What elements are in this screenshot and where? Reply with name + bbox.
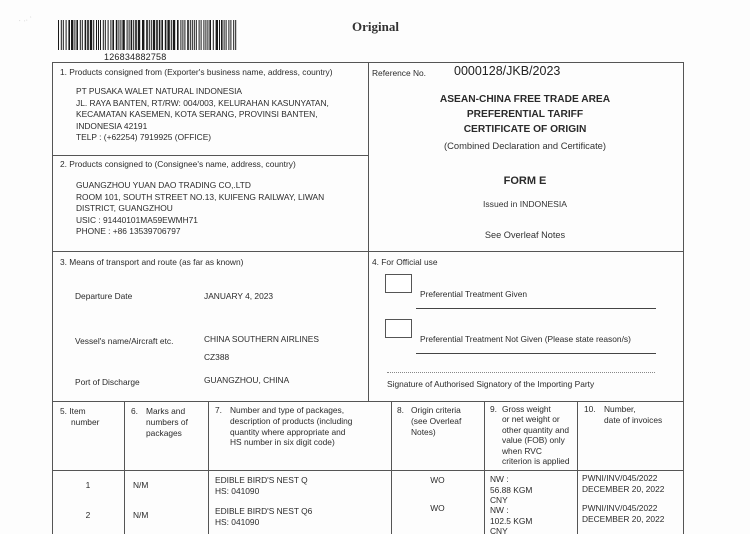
invoice-number: PWNI/INV/045/2022: [582, 473, 658, 483]
barcode-number: 126834882758: [104, 52, 167, 62]
barcode-bar: [118, 20, 119, 50]
barcode-bar: [71, 20, 73, 50]
header-line: Notes): [411, 427, 436, 437]
header-line: quantity where appropriate and: [230, 426, 346, 437]
port-of-discharge-label: Port of Discharge: [75, 377, 140, 387]
barcode-bar: [213, 20, 214, 50]
reference-number: 0000128/JKB/2023: [454, 64, 561, 78]
exporter-box-label: 1. Products consigned from (Exporter's business name, address, country): [60, 67, 333, 77]
barcode-bar: [167, 20, 169, 50]
barcode-bar: [156, 20, 158, 50]
barcode-bar: [177, 20, 179, 50]
product-description: EDIBLE BIRD'S NEST Q: [215, 475, 308, 485]
barcode-bar: [187, 20, 189, 50]
col-weight-header: [490, 404, 570, 466]
treatment-not-given-line: [416, 353, 656, 354]
barcode-bar: [58, 20, 59, 50]
net-weight: 56.88 KGM: [490, 484, 533, 495]
header-line: packages: [146, 428, 182, 438]
barcode-bar: [196, 20, 197, 50]
barcode-bar: [142, 20, 144, 50]
barcode-bar: [68, 20, 70, 50]
hs-code: HS: 041090: [215, 517, 260, 527]
reference-label: Reference No.: [372, 68, 426, 78]
issued-in: Issued in INDONESIA: [482, 199, 568, 209]
header-line: Number and type of packages,: [230, 405, 345, 415]
col-item-number-header: [60, 406, 99, 428]
header-line: Gross weight: [502, 404, 551, 414]
currency: CNY: [490, 495, 508, 505]
header-line: number: [71, 417, 100, 427]
barcode-bar: [96, 20, 97, 50]
origin-criteria: WO: [430, 503, 445, 513]
marks: N/M: [133, 510, 149, 520]
barcode-bar: [199, 20, 200, 50]
barcode-bar: [61, 20, 62, 50]
barcode-bar: [207, 20, 208, 50]
header-line: criterion is applied: [502, 456, 570, 467]
barcode-bar: [122, 20, 124, 50]
departure-date-label: Departure Date: [75, 291, 133, 301]
barcode-bar: [224, 20, 225, 50]
header-line: description of products (including: [230, 415, 353, 426]
barcode-bar: [221, 20, 223, 50]
barcode-bar: [216, 20, 218, 50]
col-marks-header: [131, 406, 188, 439]
header-line: Number,: [604, 404, 636, 414]
barcode-bar: [226, 20, 227, 50]
certificate-title-line: PREFERENTIAL TARIFF: [466, 109, 584, 120]
barcode-bar: [116, 20, 118, 50]
signature-label: Signature of Authorised Signatory of the Importing Party: [387, 379, 595, 389]
barcode-bar: [100, 20, 101, 50]
barcode-bar: [120, 20, 121, 50]
item-number: 1: [85, 480, 91, 490]
barcode-bar: [80, 20, 81, 50]
header-line: (see Overleaf: [411, 416, 462, 426]
barcode-bar: [161, 20, 163, 50]
treatment-given-label: Preferential Treatment Given: [420, 289, 528, 299]
col-description-header: [215, 405, 352, 448]
barcode-bar: [131, 20, 133, 50]
header-line: value (FOB) only: [502, 435, 565, 446]
barcode-bar: [103, 20, 104, 50]
barcode-bar: [110, 20, 111, 50]
barcode-bar: [108, 20, 109, 50]
certificate-title-line: ASEAN-CHINA FREE TRADE AREA: [439, 94, 611, 105]
barcode-bar: [149, 20, 150, 50]
header-line: other quantity and: [502, 424, 570, 435]
form-name: FORM E: [503, 175, 547, 187]
col-number: 9.: [490, 404, 497, 414]
consignee-address-line: DISTRICT, GUANGZHOU: [76, 203, 173, 213]
transport-box-label: 3. Means of transport and route (as far as known): [60, 257, 244, 267]
vessel-name: CHINA SOUTHERN AIRLINES: [204, 334, 319, 344]
barcode-bar: [153, 20, 155, 50]
certificate-subtitle: (Combined Declaration and Certificate): [443, 140, 607, 151]
header-line: Item: [69, 406, 86, 416]
barcode-bar: [209, 20, 211, 50]
barcode-bar: [203, 20, 204, 50]
exporter-name: PT PUSAKA WALET NATURAL INDONESIA: [76, 86, 242, 96]
barcode-bar: [205, 20, 206, 50]
barcode-bar: [87, 20, 89, 50]
barcode-bar: [235, 20, 236, 50]
barcode-bar: [138, 20, 140, 50]
barcode-bar: [194, 20, 195, 50]
header-line: or net weight or: [502, 414, 560, 425]
barcode: [58, 20, 238, 50]
barcode-bar: [127, 20, 128, 50]
departure-date: JANUARY 4, 2023: [204, 291, 274, 301]
col-number: 5.: [60, 406, 67, 416]
invoice-date: DECEMBER 20, 2022: [582, 484, 665, 494]
barcode-bar: [201, 20, 202, 50]
exporter-phone: TELP : (+62254) 7919925 (OFFICE): [76, 132, 212, 142]
item-number: 2: [85, 510, 91, 520]
consignee-box-label: 2. Products consigned to (Consignee's name, address, country): [60, 159, 296, 169]
treatment-not-given-checkbox[interactable]: [385, 319, 412, 338]
barcode-bar: [233, 20, 234, 50]
product-description: EDIBLE BIRD'S NEST Q6: [215, 506, 313, 516]
vessel-label: Vessel's name/Aircraft etc.: [75, 336, 174, 346]
barcode-bar: [182, 20, 183, 50]
barcode-bar: [146, 20, 148, 50]
barcode-bar: [228, 20, 229, 50]
consignee-name: GUANGZHOU YUAN DAO TRADING CO,.LTD: [76, 180, 251, 190]
header-line: date of invoices: [604, 414, 663, 425]
consignee-usic: USIC : 91440101MA59EWMH71: [76, 214, 198, 225]
exporter-address-line: INDONESIA 42191: [76, 120, 148, 131]
barcode-bar: [165, 20, 167, 50]
header-line: numbers of: [146, 417, 188, 427]
invoice-date: DECEMBER 20, 2022: [582, 514, 665, 524]
vessel-flight: CZ388: [204, 352, 230, 362]
official-use-label: 4. For Official use: [372, 257, 438, 267]
col-number: 6.: [131, 406, 138, 416]
treatment-given-checkbox[interactable]: [385, 274, 412, 293]
hs-code: HS: 041090: [215, 486, 260, 496]
barcode-bar: [133, 20, 134, 50]
invoice-number: PWNI/INV/045/2022: [582, 503, 658, 513]
barcode-bar: [135, 20, 137, 50]
barcode-bar: [112, 20, 114, 50]
header-line: HS number in six digit code): [230, 437, 335, 448]
barcode-bar: [82, 20, 83, 50]
origin-criteria: WO: [430, 475, 445, 485]
barcode-bar: [85, 20, 87, 50]
barcode-bar: [63, 20, 64, 50]
net-weight: 102.5 KGM: [490, 515, 533, 526]
document-label: Original: [352, 19, 399, 34]
col-origin-criteria-header: [397, 405, 461, 438]
col-invoice-header: [584, 404, 662, 426]
col-number: 8.: [397, 405, 404, 415]
exporter-address-line: KECAMATAN KASEMEN, KOTA SERANG, PROVINSI BANTEN,: [76, 109, 318, 119]
barcode-bar: [151, 20, 152, 50]
barcode-bar: [159, 20, 161, 50]
marks: N/M: [133, 480, 149, 490]
barcode-bar: [180, 20, 181, 50]
treatment-not-given-label: Preferential Treatment Not Given (Please state reason/s): [420, 334, 631, 344]
barcode-bar: [90, 20, 92, 50]
barcode-bar: [129, 20, 130, 50]
certificate-title-line: CERTIFICATE OF ORIGIN: [463, 124, 587, 135]
currency: CNY: [490, 526, 508, 534]
barcode-bar: [74, 20, 75, 50]
weight-label: NW :: [490, 474, 509, 484]
signature-line: [387, 372, 655, 373]
see-overleaf-notes: See Overleaf Notes: [484, 230, 566, 240]
weight-label: NW :: [490, 505, 509, 515]
consignee-address-line: ROOM 101, SOUTH STREET NO.13, KUIFENG RAILWAY, LIWAN: [76, 191, 325, 202]
header-line: Marks and: [146, 406, 186, 416]
barcode-bar: [192, 20, 193, 50]
barcode-bar: [190, 20, 191, 50]
barcode-bar: [98, 20, 99, 50]
barcode-bar: [76, 20, 78, 50]
exporter-address-line: JL. RAYA BANTEN, RT/RW: 004/003, KELURAHAN KASUNYATAN,: [76, 97, 329, 108]
barcode-bar: [93, 20, 94, 50]
col-number: 7.: [215, 405, 222, 415]
barcode-bar: [184, 20, 185, 50]
header-line: Origin criteria: [411, 405, 461, 415]
barcode-bar: [219, 20, 220, 50]
barcode-bar: [173, 20, 175, 50]
scan-specks: · .. ·: [16, 12, 34, 25]
col-number: 10.: [584, 404, 596, 414]
port-of-discharge: GUANGZHOU, CHINA: [204, 375, 290, 385]
barcode-bar: [105, 20, 106, 50]
barcode-bar: [230, 20, 231, 50]
header-line: when RVC: [502, 445, 542, 456]
barcode-bar: [171, 20, 172, 50]
treatment-given-line: [416, 308, 656, 309]
barcode-bar: [66, 20, 67, 50]
consignee-phone: PHONE : +86 13539706797: [76, 226, 181, 236]
